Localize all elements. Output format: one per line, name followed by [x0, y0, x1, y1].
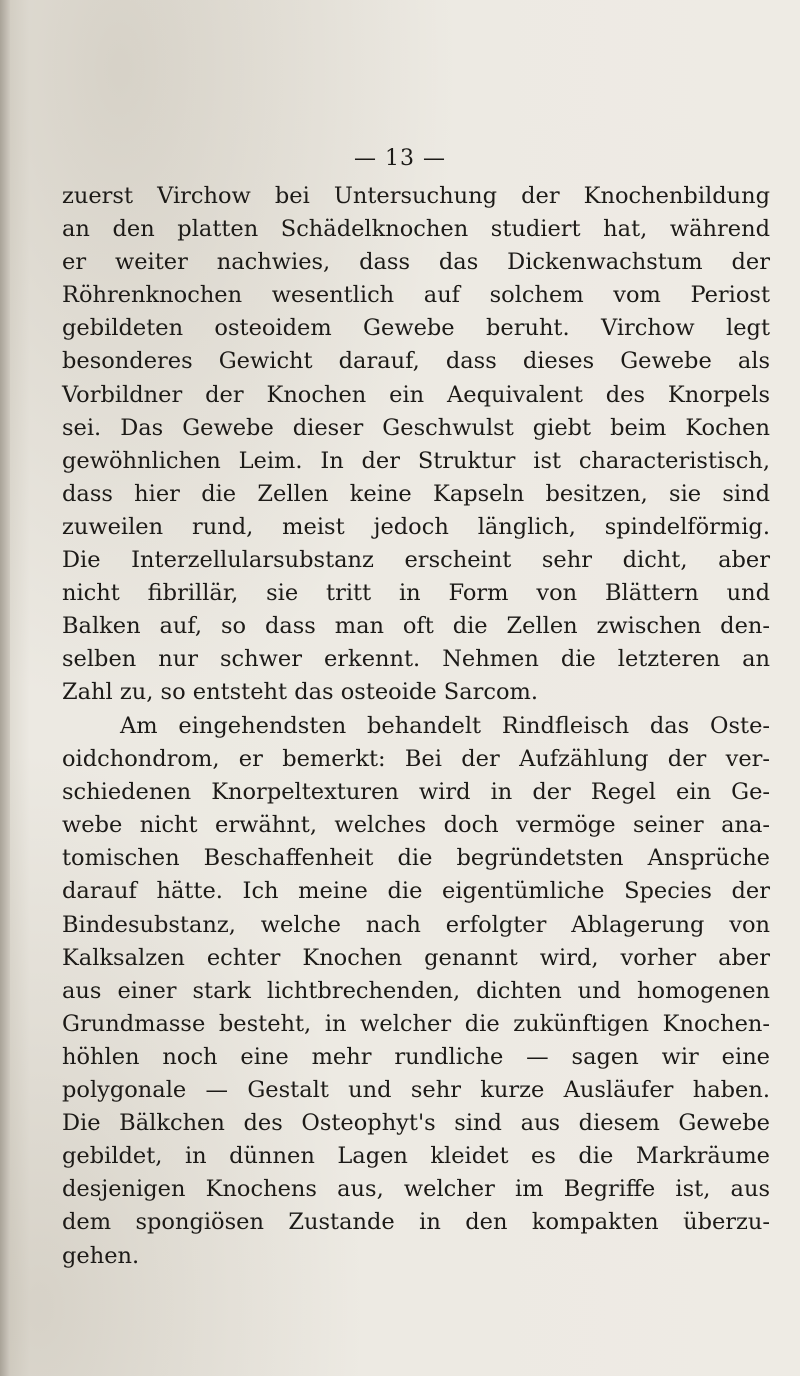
- text-line: Balken auf, so dass man oft die Zellen zwischen den-: [62, 613, 770, 640]
- text-line: desjenigen Knochens aus, welcher im Begriffe ist, aus: [62, 1176, 770, 1203]
- page-number: — 13 —: [354, 146, 446, 171]
- text-line: nicht fibrillär, sie tritt in Form von Blättern und: [62, 580, 770, 607]
- text-line: tomischen Beschaffenheit die begründetsten Ansprüche: [62, 845, 770, 872]
- page-binding-edge: [0, 0, 10, 1376]
- text-line: er weiter nachwies, dass das Dickenwachstum der: [62, 249, 770, 276]
- text-line: gehen.: [62, 1242, 140, 1269]
- text-line: Grundmasse besteht, in welcher die zukünftigen Knochen-: [62, 1010, 770, 1037]
- text-line: Zahl zu, so entsteht das osteoide Sarcom.: [62, 679, 539, 706]
- text-line: zuweilen rund, meist jedoch länglich, spindelförmig.: [62, 513, 770, 540]
- text-line: selben nur schwer erkennt. Nehmen die letzteren an: [62, 646, 770, 673]
- text-line: aus einer stark lichtbrechenden, dichten und homogenen: [62, 977, 770, 1004]
- paragraph-1: [62, 180, 770, 710]
- text-line: dem spongiösen Zustande in den kompakten überzu-: [62, 1209, 770, 1236]
- text-line: polygonale — Gestalt und sehr kurze Ausläufer haben.: [62, 1077, 770, 1104]
- text-line: dass hier die Zellen keine Kapseln besitzen, sie sind: [62, 480, 770, 507]
- text-line: webe nicht erwähnt, welches doch vermöge seiner ana-: [62, 812, 770, 839]
- text-line: Bindesubstanz, welche nach erfolgter Ablagerung von: [62, 911, 770, 938]
- text-line: schiedenen Knorpeltexturen wird in der Regel ein Ge-: [62, 779, 770, 806]
- text-line: Röhrenknochen wesentlich auf solchem vom Periost: [62, 282, 770, 309]
- text-line: Am eingehendsten behandelt Rindfleisch das Oste-: [120, 713, 770, 739]
- text-line: Kalksalzen echter Knochen genannt wird, vorher aber: [62, 944, 770, 971]
- text-line: Die Interzellularsubstanz erscheint sehr dicht, aber: [62, 547, 770, 574]
- text-line: Vorbildner der Knochen ein Aequivalent des Knorpels: [62, 381, 770, 408]
- text-line: gebildet, in dünnen Lagen kleidet es die Markräume: [62, 1143, 770, 1170]
- text-line: gewöhnlichen Leim. In der Struktur ist characteristisch,: [62, 447, 770, 474]
- paragraph-2: [62, 710, 770, 1273]
- text-line: oidchondrom, er bemerkt: Bei der Aufzählung der ver-: [62, 746, 770, 773]
- text-line: sei. Das Gewebe dieser Geschwulst giebt beim Kochen: [62, 414, 770, 441]
- text-line: besonderes Gewicht darauf, dass dieses Gewebe als: [62, 348, 770, 375]
- text-line: zuerst Virchow bei Untersuchung der Knochenbildung: [62, 183, 770, 209]
- text-line: gebildeten osteoidem Gewebe beruht. Virchow legt: [62, 315, 770, 342]
- text-line: an den platten Schädelknochen studiert hat, während: [62, 216, 770, 243]
- text-line: Die Bälkchen des Osteophyt's sind aus diesem Gewebe: [62, 1110, 770, 1137]
- text-line: darauf hätte. Ich meine die eigentümliche Species der: [62, 878, 770, 905]
- text-line: höhlen noch eine mehr rundliche — sagen wir eine: [62, 1043, 770, 1070]
